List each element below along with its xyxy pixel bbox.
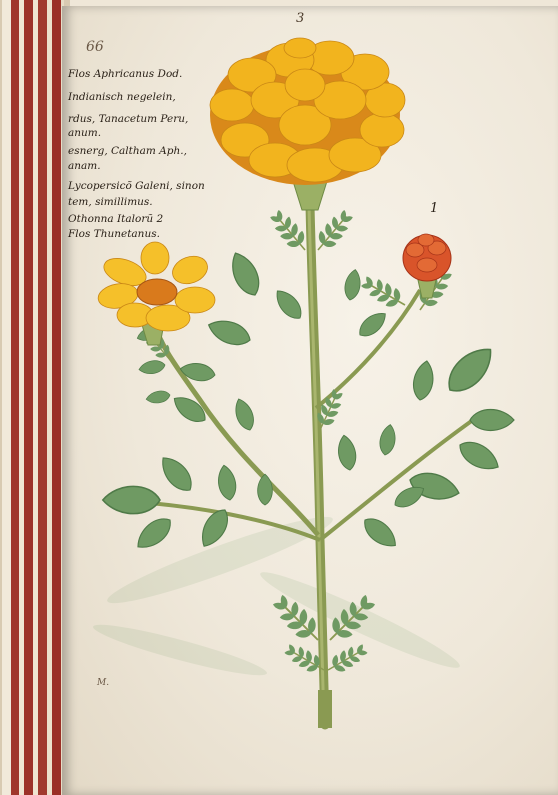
annotation-line: Flos Aphricanus Dod. [68, 68, 183, 80]
flower-marker: 1 [430, 201, 439, 216]
annotation-line: Othonna Italorũ 2 [68, 213, 164, 225]
corner-mark: M. [97, 678, 110, 688]
annotation-line: tem, simillimus. [68, 196, 153, 208]
annotation-line: rdus, Tanacetum Peru, [68, 113, 189, 125]
left-branch [152, 318, 318, 535]
side-marigold-flower [96, 242, 215, 345]
main-marigold-flower [210, 38, 405, 185]
right-branch [316, 290, 420, 408]
annotation-line: anam. [68, 160, 101, 172]
annotation-line: Flos Thunetanus. [68, 228, 160, 240]
annotation-line: esnerg, Caltham Aph., [68, 145, 187, 157]
annotation-line: Indianisch negelein, [68, 91, 176, 103]
annotation-line: anum. [68, 127, 102, 139]
folio-number: 3 [296, 11, 305, 26]
annotation-line: Lycopersicõ Galeni, sinon [68, 180, 205, 192]
page-number: 66 [86, 39, 104, 55]
